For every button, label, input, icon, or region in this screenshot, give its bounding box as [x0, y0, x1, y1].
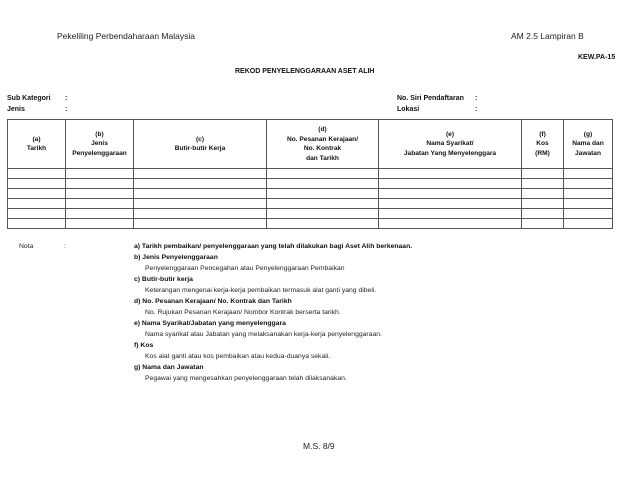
note-b-heading: b) Jenis Penyelenggaraan: [134, 254, 218, 261]
sub-kategori-label: Sub Kategori: [7, 95, 51, 102]
table-cell: [564, 179, 613, 189]
table-cell: [522, 199, 564, 209]
jenis-label: Jenis: [7, 106, 25, 113]
table-cell: [66, 209, 134, 219]
table-row: [8, 199, 613, 209]
lokasi-colon: :: [475, 106, 478, 113]
column-header-nama-syarikat: (e) Nama Syarikat/ Jabatan Yang Menyelenggara: [379, 120, 522, 169]
nota-colon: :: [64, 243, 66, 250]
table-cell: [134, 199, 267, 209]
table-cell: [8, 199, 66, 209]
table-cell: [379, 199, 522, 209]
column-header-jenis-penyelenggaraan: (b) Jenis Penyelenggaraan: [66, 120, 134, 169]
table-row: [8, 169, 613, 179]
table-cell: [8, 219, 66, 229]
table-cell: [522, 189, 564, 199]
table-row: [8, 209, 613, 219]
table-cell: [379, 179, 522, 189]
table-cell: [564, 219, 613, 229]
table-cell: [522, 169, 564, 179]
table-cell: [379, 169, 522, 179]
table-row: [8, 219, 613, 229]
note-b-desc: Penyelenggaraan Pencegahan atau Penyelenggaraan Pembaikan: [145, 265, 345, 272]
table-cell: [66, 219, 134, 229]
table-cell: [564, 189, 613, 199]
note-e-heading: e) Nama Syarikat/Jabatan yang menyelenggara: [134, 320, 286, 327]
table-cell: [134, 169, 267, 179]
table-cell: [267, 179, 379, 189]
column-header-tarikh: (a) Tarikh: [8, 120, 66, 169]
nota-label: Nota: [19, 243, 34, 250]
table-cell: [134, 209, 267, 219]
note-d-heading: d) No. Pesanan Kerajaan/ No. Kontrak dan Tarikh: [134, 298, 292, 305]
table-cell: [267, 189, 379, 199]
table-cell: [564, 199, 613, 209]
table-cell: [8, 169, 66, 179]
lokasi-label: Lokasi: [397, 106, 420, 113]
table-cell: [66, 169, 134, 179]
note-a-heading: a) Tarikh pembaikan/ penyelenggaraan yang telah dilakukan bagi Aset Alih berkenaan.: [134, 243, 413, 250]
note-f-heading: f) Kos: [134, 342, 154, 349]
table-cell: [379, 209, 522, 219]
note-g-heading: g) Nama dan Jawatan: [134, 364, 204, 371]
no-siri-label: No. Siri Pendaftaran: [397, 95, 464, 102]
table-cell: [267, 199, 379, 209]
table-cell: [267, 169, 379, 179]
table-cell: [66, 189, 134, 199]
column-header-nama-jawatan: (g) Nama dan Jawatan: [564, 120, 613, 169]
table-row: [8, 179, 613, 189]
table-cell: [8, 179, 66, 189]
document-reference: AM 2.5 Lampiran B: [511, 31, 584, 41]
table-cell: [379, 189, 522, 199]
document-source: Pekeliling Perbendaharaan Malaysia: [57, 31, 195, 41]
note-c-desc: Keterangan mengenai kerja-kerja pembaikan termasuk alat ganti yang dibeli.: [145, 287, 377, 294]
note-d-desc: No. Rujukan Pesanan Kerajaan/ Nombor Kontrak berserta tarikh.: [145, 309, 341, 316]
note-g-desc: Pegawai yang mengesahkan penyelenggaraan telah dilaksanakan.: [145, 375, 347, 382]
table-cell: [267, 209, 379, 219]
table-header-row: [8, 120, 613, 169]
table-cell: [134, 179, 267, 189]
maintenance-record-table: [7, 119, 613, 229]
page-number: M.S. 8/9: [303, 441, 335, 451]
table-cell: [564, 209, 613, 219]
table-cell: [267, 219, 379, 229]
form-code: KEW.PA-15: [578, 54, 616, 61]
table-cell: [134, 189, 267, 199]
column-header-no-pesanan: (d) No. Pesanan Kerajaan/ No. Kontrak dan Tarikh: [267, 120, 379, 169]
note-c-heading: c) Butir-butir kerja: [134, 276, 193, 283]
table-cell: [564, 169, 613, 179]
table-cell: [66, 199, 134, 209]
table-cell: [522, 219, 564, 229]
sub-kategori-colon: :: [65, 95, 68, 102]
note-e-desc: Nama syarikat atau Jabatan yang melaksanakan kerja-kerja penyelenggaraan.: [145, 331, 382, 338]
note-f-desc: Kos alat ganti atau kos pembaikan atau kedua-duanya sekali.: [145, 353, 331, 360]
table-cell: [522, 209, 564, 219]
table-cell: [522, 179, 564, 189]
table-row: [8, 189, 613, 199]
table-cell: [8, 189, 66, 199]
jenis-colon: :: [65, 106, 68, 113]
table-cell: [379, 219, 522, 229]
column-header-kos: (f) Kos (RM): [522, 120, 564, 169]
table-cell: [134, 219, 267, 229]
table-cell: [66, 179, 134, 189]
column-header-butir-kerja: (c) Butir-butir Kerja: [134, 120, 267, 169]
table-cell: [8, 209, 66, 219]
no-siri-colon: :: [475, 95, 478, 102]
page-title: REKOD PENYELENGGARAAN ASET ALIH: [235, 68, 375, 75]
